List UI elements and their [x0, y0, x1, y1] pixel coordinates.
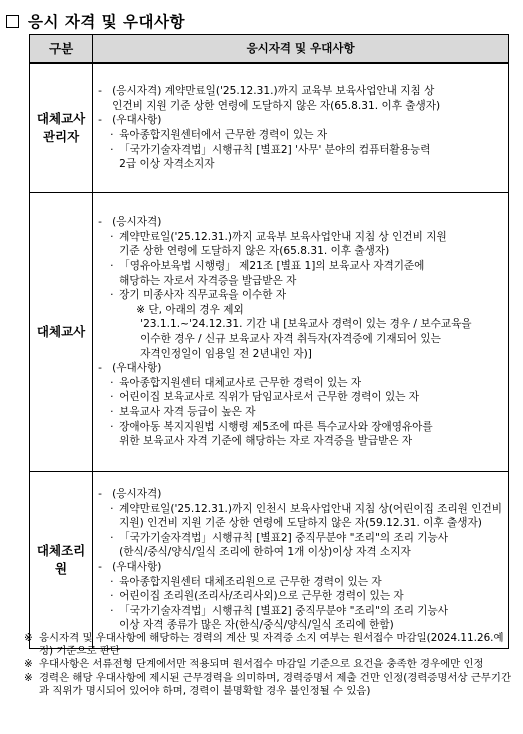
dash-marker: - [98, 85, 102, 98]
bullet-marker: · [110, 405, 114, 418]
dash-marker: - [98, 488, 102, 501]
section-line [98, 361, 502, 376]
line-text: 계약만료일('25.12.31.)까지 교육부 보육사업안내 지침 상 인건비 지원 [119, 230, 447, 243]
line-text: (우대사항) [112, 561, 162, 573]
bullet-item [98, 259, 502, 274]
bullet-marker: · [110, 376, 114, 389]
section-line [98, 84, 502, 99]
section-title [6, 10, 185, 32]
bullet-marker: · [110, 129, 114, 141]
footnote [24, 658, 516, 671]
bullet-item [98, 376, 502, 391]
line-text: 육아종합지원센터에서 근무한 경력이 있는 자 [119, 129, 328, 141]
table-header-row [30, 35, 509, 64]
line-text: 「국가기술자격법」시행규칙 [별표2] 중직무분야 "조리"의 조리 기능사 [119, 604, 449, 617]
bullet-item [98, 531, 502, 546]
bullet-marker: · [110, 531, 114, 544]
bullet-marker: · [110, 289, 114, 302]
footnote-text: 응시자격 및 우대사항에 해당하는 경력의 계산 및 자격증 소지 여부는 원서접수 마감일(2024.11.26.예정) 기준으로 판단 [39, 632, 504, 658]
category-label: 관리자 [42, 129, 80, 144]
line-continuation: 인건비 지원 기준 상한 연령에 도달하지 않은 자(65.8.31. 이후 출생자) [112, 99, 441, 112]
line-continuation: 지원) 인건비 지원 기준 상한 연령에 도달하지 않은 자(59.12.31. 이후 출생자) [119, 517, 482, 530]
bullet-marker: · [110, 502, 114, 515]
line-text: 장기 미종사자 직무교육을 이수한 자 [119, 289, 287, 302]
bullet-item [98, 128, 502, 143]
exception-note: ※ 단, 아래의 경우 제외 [136, 303, 244, 316]
line-continuation: 자격인정일이 임용일 전 2년내인 자)] [140, 347, 312, 360]
bullet-marker: · [110, 420, 114, 433]
line-text: 보육교사 자격 등급이 높은 자 [119, 405, 256, 418]
category-label: 대체조리원 [36, 543, 86, 576]
section-title-text: 응시 자격 및 우대사항 [28, 13, 185, 31]
category-label: 대체교사 [36, 111, 86, 126]
line-continuation: (한식/중식/양식/일식 조리에 한하여 1개 이상)이상 자격 소지자 [119, 546, 411, 559]
line-text: 「영유아보육법 시행령」 제21조 [별표 1]의 보육교사 자격기준에 [119, 260, 425, 273]
line-text: 어린이집 조리원(조리사/조리사외)으로 근무한 경력이 있는 자 [119, 590, 404, 603]
bullet-marker: · [110, 391, 114, 404]
bullet-item [98, 604, 502, 619]
footnote [24, 672, 516, 698]
section-line [98, 215, 502, 230]
line-continuation: 2급 이상 자격소지자 [119, 158, 215, 171]
line-text: 계약만료일('25.12.31.)까지 인천시 보육사업안내 지침 상(어린이집 조리원 인건비 [119, 502, 502, 515]
line-continuation: 해당하는 자로서 자격증을 발급받은 자 [119, 274, 297, 287]
bullet-item [98, 405, 502, 420]
qualification-table [29, 34, 509, 649]
line-text: 육아종합지원센터 대체조리원으로 근무한 경력이 있는 자 [119, 575, 382, 588]
dash-marker: - [98, 216, 102, 229]
section-line [98, 113, 502, 128]
bullet-item [98, 143, 502, 158]
category-cell [30, 193, 93, 472]
footnote [24, 632, 516, 658]
bullet-marker: · [110, 260, 114, 273]
reference-mark-icon: ※ [24, 632, 33, 644]
dash-marker: - [98, 114, 102, 127]
line-text: (응시자격) 계약만료일('25.12.31.)까지 교육부 보육사업안내 지침 상 [112, 85, 435, 98]
line-continuation: 위한 보육교사 자격 기준에 해당하는 자로 자격증을 발급받은 자 [119, 435, 413, 448]
content-cell [93, 63, 509, 193]
line-text: 「국가기술자격법」시행규칙 [별표2] '사무' 분야의 컴퓨터활용능력 [119, 143, 431, 156]
bullet-item [98, 575, 502, 590]
header-content: 응시자격 및 우대사항 [93, 35, 509, 64]
bullet-item [98, 230, 502, 245]
category-cell [30, 472, 93, 649]
table-row [30, 63, 509, 193]
line-text: 장애아동 복지지원법 시행령 제5조에 따른 특수교사와 장애영유아를 [119, 420, 433, 433]
reference-mark-icon: ※ [24, 671, 33, 684]
bullet-marker: · [110, 575, 114, 588]
footnotes [24, 632, 516, 698]
line-continuation: 이수한 경우 / 신규 보육교사 자격 취득자(자격증에 기재되어 있는 [140, 333, 441, 345]
line-text: 어린이집 보육교사로 직위가 담임교사로서 근무한 경력이 있는 자 [119, 391, 420, 404]
line-continuation: '23.1.1.~'24.12.31. 기간 내 [보육교사 경력이 있는 경우 / 보수교육을 [140, 318, 472, 331]
category-cell [30, 63, 93, 193]
checkbox-square-icon [6, 15, 19, 28]
line-text: (우대사항) [112, 114, 162, 127]
line-text: (응시자격) [112, 216, 162, 229]
line-continuation: 기준 상한 연령에 도달하지 않은 자(65.8.31. 이후 출생자) [119, 245, 390, 258]
line-continuation: 이상 자격 종류가 많은 자(한식/중식/양식/일식 조리에 한함) [119, 619, 394, 632]
bullet-item [98, 589, 502, 604]
bullet-item [98, 390, 502, 405]
bullet-marker: · [110, 230, 114, 243]
header-category: 구분 [30, 35, 93, 64]
section-line [98, 487, 502, 502]
dash-marker: - [98, 362, 102, 375]
footnote-text: 우대사항은 서류전형 단계에서만 적용되며 원서접수 마감일 기준으로 요건을 충족한 경우에만 인정 [39, 658, 484, 671]
bullet-item [98, 502, 502, 517]
line-text: 육아종합지원센터 대체교사로 근무한 경력이 있는 자 [119, 376, 362, 389]
reference-mark-icon: ※ [24, 658, 33, 671]
table-row [30, 472, 509, 649]
line-text: (응시자격) [112, 488, 162, 501]
line-text: 「국가기술자격법」시행규칙 [별표2] 중직무분야 "조리"의 조리 기능사 [119, 531, 449, 544]
bullet-item [98, 288, 502, 303]
bullet-marker: · [110, 604, 114, 617]
content-cell [93, 472, 509, 649]
footnote-text: 경력은 해당 우대사항에 제시된 근무경력을 의미하며, 경력증명서 제출 건만 인정(경력증명서상 근무기간과 직위가 명시되어 있어야 하며, 경력이 불명확할 경우 불인정될 수 있음) [39, 671, 511, 697]
line-text: (우대사항) [112, 362, 162, 375]
category-label: 대체교사 [36, 324, 86, 339]
bullet-marker: · [110, 590, 114, 603]
bullet-marker: · [110, 143, 114, 156]
table-row [30, 193, 509, 472]
content-cell [93, 193, 509, 472]
bullet-item [98, 420, 502, 435]
dash-marker: - [98, 561, 102, 573]
section-line [98, 560, 502, 575]
